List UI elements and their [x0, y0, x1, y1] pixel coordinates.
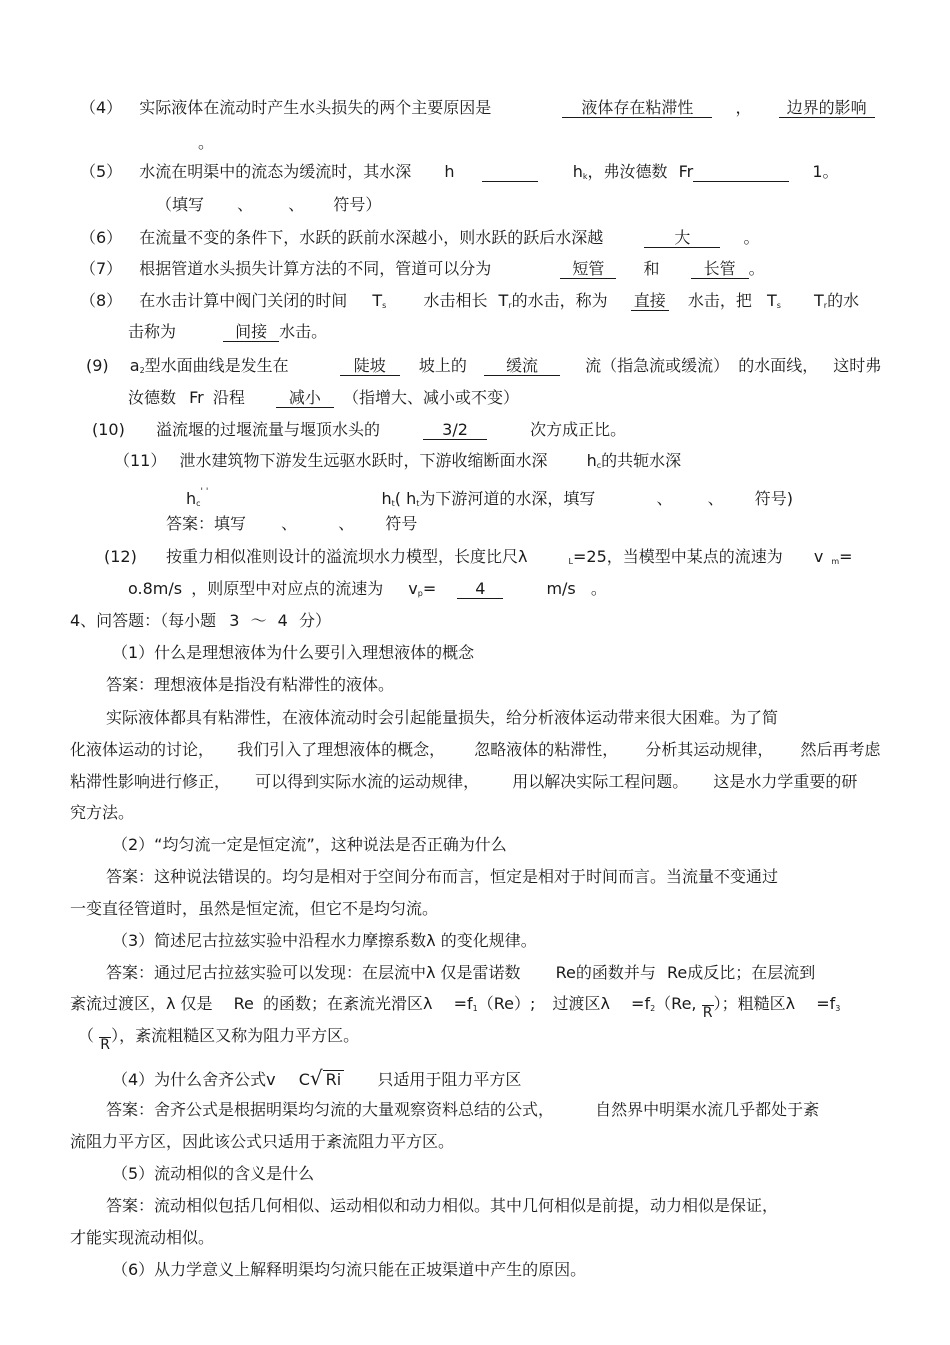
q4-answer-1: 液体存在粘滞性 [562, 98, 712, 118]
section-4-title: 4、问答题：（每小题 3 ～ 4 分） [70, 611, 331, 630]
q12-line: (12) 按重力相似准则设计的溢流坝水力模型，长度比尺λ $_L$=25，当模型中某点的流速为 v $_m$= [104, 547, 853, 566]
q5-blank-1 [482, 162, 538, 182]
q5-line [80, 162, 839, 187]
q11-hc: $h_c$ [586, 451, 602, 470]
q8-answer-1: 直接 [631, 291, 669, 311]
q10-number: (10) [92, 420, 125, 439]
qa5-question: （5）流动相似的含义是什么 [112, 1164, 315, 1183]
q8-answer-2: 间接 [223, 322, 279, 342]
q8-number: （8） [80, 291, 123, 310]
q8-text-4: 水击，把 [687, 291, 752, 310]
q12-text-1: 按重力相似准则设计的溢流坝水力模型，长度比尺λ [165, 547, 528, 566]
q4-number: （4） [80, 98, 123, 117]
q5-h: h [444, 162, 455, 181]
qa2-answer-1: 答案：这种说法错误的。均匀是相对于空间分布而言，恒定是相对于时间而言。当流量不变通过 [106, 867, 779, 886]
q6-line [80, 228, 760, 248]
q8-text-3: 的水击，称为 [511, 291, 608, 310]
qa5-answer-1: 答案：流动相似包括几何相似、运动相似和动力相似。其中几何相似是前提，动力相似是保证， [106, 1196, 779, 1215]
q7-and: 和 [643, 259, 660, 278]
q9-answer-3: 减小 [276, 388, 334, 408]
qa3-answer-2: 紊流过渡区，λ 仅是 Re 的函数；在紊流光滑区$\lambda =f_1(Re)$; 过渡区$\lambda =f_2(Re$, R ）；粗糙区$\lambda =f_3$ [70, 994, 841, 1021]
q5-note: （填写 、 、 符号） [156, 195, 382, 214]
qa4-question: （4）为什么舍齐公式v C√ Ri 只适用于阻力平方区 [112, 1066, 522, 1090]
q10-answer: 3/2 [423, 420, 487, 440]
q9-text-1: 型水面曲线是发生在 [144, 356, 289, 375]
q5-one: 1。 [812, 162, 839, 181]
q4-text: 实际液体在流动时产生水头损失的两个主要原因是 [139, 98, 492, 117]
q7-number: （7） [80, 259, 123, 278]
q7-end: 。 [748, 259, 765, 278]
qa1-answer-5: 究方法。 [70, 803, 135, 822]
q8-line [80, 291, 859, 316]
q5-text: 水流在明渠中的流态为缓流时，其水深 [139, 162, 412, 181]
q11-line-2: $h_c^{' '}$ $h_t$( $h_t$为下游河道的水深，填写 、 、 符号) [186, 487, 793, 508]
q9-text-5: 这时弗 [833, 356, 882, 375]
q11-number: （11） [114, 451, 167, 470]
q10-line [92, 420, 626, 440]
q9-line-2: 汝德数 Fr 沿程 减小 （指增大、减小或不变） [128, 388, 520, 407]
qa2-question: （2）“均匀流一定是恒定流”，这种说法是否正确为什么 [112, 835, 507, 854]
q9-answer-1: 陡坡 [340, 356, 400, 376]
q11-hc-double-prime: $h_c^{' '}$ [186, 487, 209, 508]
q8-tr: $T_r$ [498, 291, 512, 310]
qa3-question: （3）简述尼古拉兹实验中沿程水力摩擦系数λ 的变化规律。 [112, 931, 537, 950]
qa4-answer-1: 答案：舍齐公式是根据明渠均匀流的大量观察资料总结的公式， 自然界中明渠水流几乎都处于紊 [106, 1100, 820, 1119]
q11-line [114, 451, 681, 476]
q12-text-2: =25，当模型中某点的流速为 [572, 547, 783, 566]
q6-number: （6） [80, 228, 123, 247]
q11-text-2: 的共轭水深 [601, 451, 682, 470]
q9-number: (9) [86, 356, 109, 375]
q12-number: (12) [104, 547, 137, 566]
q12-vm: v $_m$= [813, 547, 853, 566]
q11-ht: $h_t$ [381, 489, 395, 508]
q7-text: 根据管道水头损失计算方法的不同，管道可以分为 [139, 259, 492, 278]
q4-answer-2: 边界的影响 [779, 98, 875, 118]
qa6-question: （6）从力学意义上解释明渠均匀流只能在正坡渠道中产生的原因。 [112, 1260, 587, 1279]
q10-text: 溢流堰的过堰流量与堰顶水头的 [155, 420, 380, 439]
q8-ts: $T_s$ [372, 291, 387, 310]
q8-ts-2: $T_s$ [766, 291, 781, 310]
q5-blank-2 [693, 162, 789, 182]
q9-text-3: 流（指急流或缓流） [585, 356, 730, 375]
qa1-question: （1）什么是理想液体为什么要引入理想液体的概念 [112, 643, 475, 662]
qa4-answer-2: 流阻力平方区，因此该公式只适用于紊流阻力平方区。 [70, 1132, 455, 1151]
q5-number: （5） [80, 162, 123, 181]
q9-answer-2: 缓流 [484, 356, 560, 376]
q4-line [80, 98, 875, 118]
q4-end-mark: 。 [198, 133, 215, 152]
q11-answer: 答案：填写 、 、 符号 [166, 514, 418, 533]
q6-text: 在流量不变的条件下，水跃的跃前水深越小，则水跃的跃后水深越 [139, 228, 604, 247]
qa1-answer-4: 粘滞性影响进行修正， 可以得到实际水流的运动规律， 用以解决实际工程问题。 这是水力学重要的研 [70, 772, 858, 791]
q9-a2: $a_2$ [129, 356, 145, 375]
q6-end: 。 [743, 228, 760, 247]
qa3-answer-1: 答案：通过尼古拉兹实验可以发现：在层流中λ 仅是雷诺数 Re的函数并与 Re成反比；在层流到 [106, 963, 816, 982]
q7-answer-2: 长管 [691, 259, 749, 279]
delta-over-r-fraction: R [702, 1005, 713, 1021]
q9-text-4: 的水面线， [738, 356, 819, 375]
qa1-answer-3: 化液体运动的讨论， 我们引入了理想液体的概念， 忽略液体的粘滞性， 分析其运动规律， 然后再考虑 [70, 740, 881, 759]
q8-line-2: 击称为 间接 水击。 [128, 322, 328, 341]
q7-answer-1: 短管 [560, 259, 616, 279]
q12-vp: $v_p=$ [408, 579, 437, 598]
q8-text-1: 在水击计算中阀门关闭的时间 [139, 291, 348, 310]
q5-froude-label: ，弗汝德数 [587, 162, 668, 181]
q7-line [80, 259, 765, 279]
q11-text: 泄水建筑物下游发生远驱水跃时，下游收缩断面水深 [179, 451, 548, 470]
q11-ht-2: $h_t$ [406, 489, 420, 508]
q5-hk: $h_k$ [572, 162, 588, 181]
q9-line [86, 356, 881, 381]
q6-answer: 大 [644, 228, 720, 248]
q12-line-2: o.8m/s ，则原型中对应点的流速为 $v_p= 4$ m/s 。 [128, 579, 607, 598]
q8-text-5: 的水 [827, 291, 860, 310]
q8-text-2: 水击相长 [423, 291, 488, 310]
sqrt-icon: √ [309, 1066, 323, 1090]
q9-text-2: 坡上的 [418, 356, 467, 375]
qa3-answer-3: （ R ），紊流粗糙区又称为阻力平方区。 [78, 1026, 360, 1053]
qa1-answer-2: 实际液体都具有粘滞性，在液体流动时会引起能量损失，给分析液体运动带来很大困难。为了简 [106, 708, 779, 727]
qa2-answer-2: 一变直径管道时，虽然是恒定流，但它不是均匀流。 [70, 899, 439, 918]
qa5-answer-2: 才能实现流动相似。 [70, 1228, 215, 1247]
q4-comma: ， [735, 98, 752, 117]
q10-end: 次方成正比。 [530, 420, 627, 439]
qa1-answer-1: 答案：理想液体是指没有粘滞性的液体。 [106, 675, 395, 694]
q8-tr-2: $T_r$ [813, 291, 828, 310]
delta-over-r-fraction-2: R [100, 1037, 110, 1053]
q5-fr: Fr [678, 162, 694, 181]
q12-answer: 4 [457, 579, 503, 599]
